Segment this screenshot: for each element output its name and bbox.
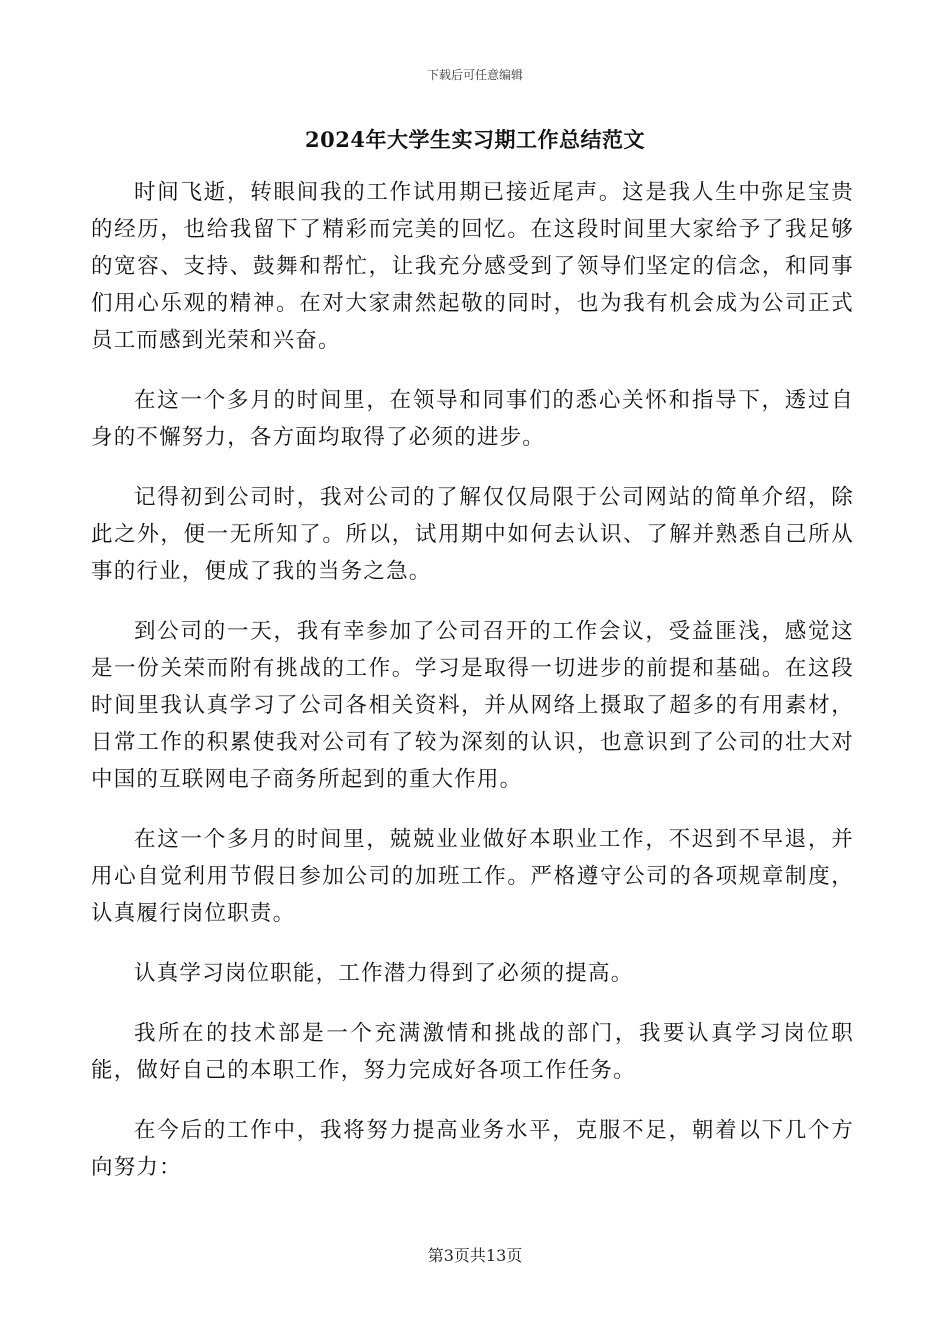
paragraph: 时间飞逝，转眼间我的工作试用期已接近尾声。这是我人生中弥足宝贵的经历，也给我留下了精彩而完美的回忆。在这段时间里大家给予了我足够的宽容、支持、鼓舞和帮忙，让我充分感受到了领导们坚定的信念，和同事们用心乐观的精神。在对大家肃然起敬的同时，也为我有机会成为公司正式员工而感到光荣和兴奋。 <box>91 180 854 353</box>
paragraph: 到公司的一天，我有幸参加了公司召开的工作会议，受益匪浅，感觉这是一份关荣而附有挑战的工作。学习是取得一切进步的前提和基础。在这段时间里我认真学习了公司各相关资料，并从网络上摄取了超多的有用素材，日常工作的积累使我对公司有了较为深刻的认识，也意识到了公司的壮大对中国的互联网电子商务所起到的重大作用。 <box>91 619 854 792</box>
paragraph: 认真学习岗位职能，工作潜力得到了必须的提高。 <box>134 961 634 986</box>
paragraph: 在这一个多月的时间里，在领导和同事们的悉心关怀和指导下，透过自身的不懈努力，各方面均取得了必须的进步。 <box>91 388 854 450</box>
page-number: 第3页共13页 <box>427 1246 523 1265</box>
document-body <box>91 174 854 1209</box>
paragraph: 在这一个多月的时间里，兢兢业业做好本职业工作，不迟到不早退，并用心自觉利用节假日参加公司的加班工作。严格遵守公司的各项规章制度，认真履行岗位职责。 <box>91 827 854 926</box>
paragraph: 我所在的技术部是一个充满激情和挑战的部门，我要认真学习岗位职能，做好自己的本职工作，努力完成好各项工作任务。 <box>91 1021 854 1083</box>
paragraph: 在今后的工作中，我将努力提高业务水平，克服不足，朝着以下几个方向努力： <box>91 1118 854 1180</box>
document-title: 2024年大学生实习期工作总结范文 <box>305 127 645 152</box>
header-note: 下载后可任意编辑 <box>426 68 523 82</box>
paragraph: 记得初到公司时，我对公司的了解仅仅局限于公司网站的简单介绍，除此之外，便一无所知了。所以，试用期中如何去认识、了解并熟悉自己所从事的行业，便成了我的当务之急。 <box>91 485 854 584</box>
